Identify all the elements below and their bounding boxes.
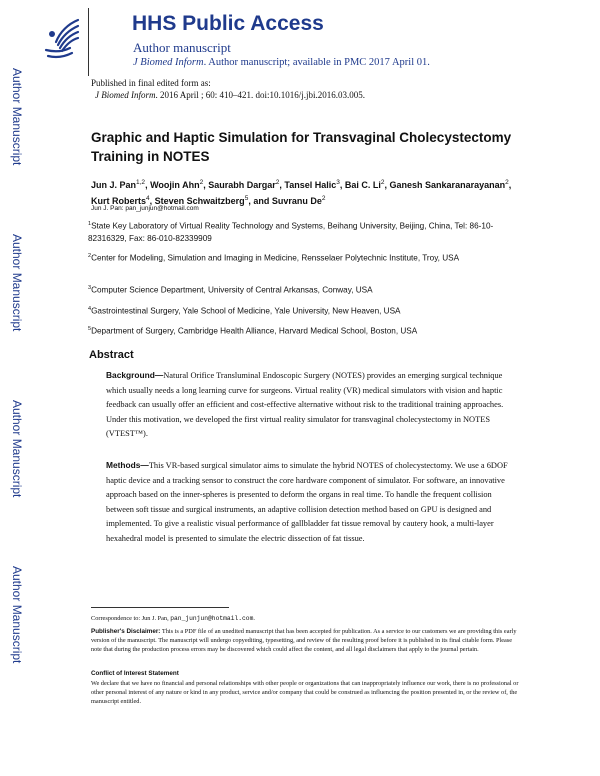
footnote-divider <box>91 607 229 608</box>
citation-journal: J Biomed Inform <box>95 90 156 100</box>
conflict-statement: We declare that we have no financial and personal relationships with other people or organizations that can inappropriately influence our work, there is no professional or other personal interest of any nature or kind in any product, service and/or company that could be construed as influencing the position presented in, or the review of, the manuscript entitled. <box>91 680 519 705</box>
author-email: Jun J. Pan: pan_junjun@hotmail.com <box>91 205 199 212</box>
author: Kurt Roberts <box>91 196 147 206</box>
author: Woojin Ahn <box>150 180 200 190</box>
affiliation: $^4$Gastrointestinal Surgery, Yale School of Medicine, Yale University, New Heaven, USA <box>88 306 401 316</box>
correspondence: Correspondence to: Jun J. Pan, pan_junjun@hotmail.com. <box>91 615 255 622</box>
paper-title: Graphic and Haptic Simulation for Transvaginal Cholecystectomy Training in NOTES <box>91 130 512 164</box>
sidebar-label: Author Manuscript <box>10 234 24 332</box>
published-info <box>91 77 365 101</box>
author: Bai C. Li <box>344 180 381 190</box>
affiliation: $^1$State Key Laboratory of Virtual Reality Technology and Systems, Beihang University, Beijing, China, Tel: 86-10-82316329, Fax: 86-010-82339909 <box>88 221 494 244</box>
citation-details: . 2016 April ; 60: 410–421. doi:10.1016/j.jbi.2016.03.005. <box>155 90 366 100</box>
affiliation: $^5$Department of Surgery, Cambridge Health Alliance, Harvard Medical School, Boston, USA <box>88 326 418 336</box>
author: Tansel Halic <box>284 180 337 190</box>
availability-text: . Author manuscript; available in PMC 2017 April 01. <box>203 57 430 68</box>
header-title: HHS Public Access <box>132 12 324 35</box>
author: Saurabh Dargar <box>208 180 276 190</box>
sidebar-label: Author Manuscript <box>10 566 24 664</box>
conflict-heading: Conflict of Interest Statement <box>91 670 179 677</box>
correspondence-email: pan_junjun@hotmail.com <box>170 615 254 622</box>
citation <box>91 89 365 101</box>
abstract-heading: Abstract <box>89 349 134 361</box>
author-list: Jun J. Pan$^{1,2}$, Woojin Ahn$^2$, Saurabh Dargar$^2$, Tansel Halic$^3$, Bai C. Li$^2$, Ganesh Sankaranarayanan$^2$, Kurt Roberts$^4$, Steven Schwaitzberg$^5$, and Suvranu De$^2$ <box>91 179 512 206</box>
affiliation: $^2$Center for Modeling, Simulation and Imaging in Medicine, Rensselaer Polytechnic Institute, Troy, USA <box>88 253 460 263</box>
author: Suvranu De <box>271 196 322 206</box>
author: Jun J. Pan <box>91 180 137 190</box>
hhs-eagle-logo <box>38 12 86 66</box>
journal-name: J Biomed Inform <box>133 57 204 68</box>
header-divider <box>88 8 89 76</box>
published-label: Published in final edited form as: <box>91 78 211 88</box>
publisher-disclaimer: Publisher's Disclaimer: This is a PDF file of an unedited manuscript that has been accepted for publication. As a service to our customers we are providing this early version of the manuscript. The manuscript will undergo copyediting, typesetting, and review of the resulting proof before it is published in its final citable form. Please note that during the production process errors may be discovered which could affect the content, and all legal disclaimers that apply to the journal pertain. <box>91 628 517 653</box>
header-subtitle: Author manuscript <box>133 40 231 55</box>
affiliation: $^3$Computer Science Department, University of Central Arkansas, Conway, USA <box>88 285 373 295</box>
availability-line <box>133 57 430 68</box>
author: Steven Schwaitzberg <box>154 196 245 206</box>
sidebar-label: Author Manuscript <box>10 400 24 498</box>
sidebar-label: Author Manuscript <box>10 68 24 166</box>
abstract-methods: Methods—This VR-based surgical simulator aims to simulate the hybrid NOTES of cholecystectomy. We use a 6DOF haptic device and a tracking sensor to construct the core hardware component of simulator. For software, an innovative approach based on the inner-spheres is presented to deform the organs in real time. To handle the frequent collision between soft tissue and surgical instruments, an adaptive collision detection method based on GPU is designed and implemented. To give a realistic visual performance of gallbladder fat tissue removal by cautery hook, a multi-layer hexahedral model is presented to simulate the electric dissection of fat tissue. <box>106 460 508 543</box>
abstract-background: Background—Natural Orifice Transluminal Endoscopic Surgery (NOTES) provides an emerging surgical technique which usually needs a long learning curve for surgeons. Virtual reality (VR) medical simulators with vision and haptic feedback can usually offer an efficient and cost-effective alternative without risk to the traditional training approaches. Under this motivation, we developed the first virtual reality simulator for transvaginal cholecystectomy in NOTES (VTEST™). <box>106 370 504 438</box>
